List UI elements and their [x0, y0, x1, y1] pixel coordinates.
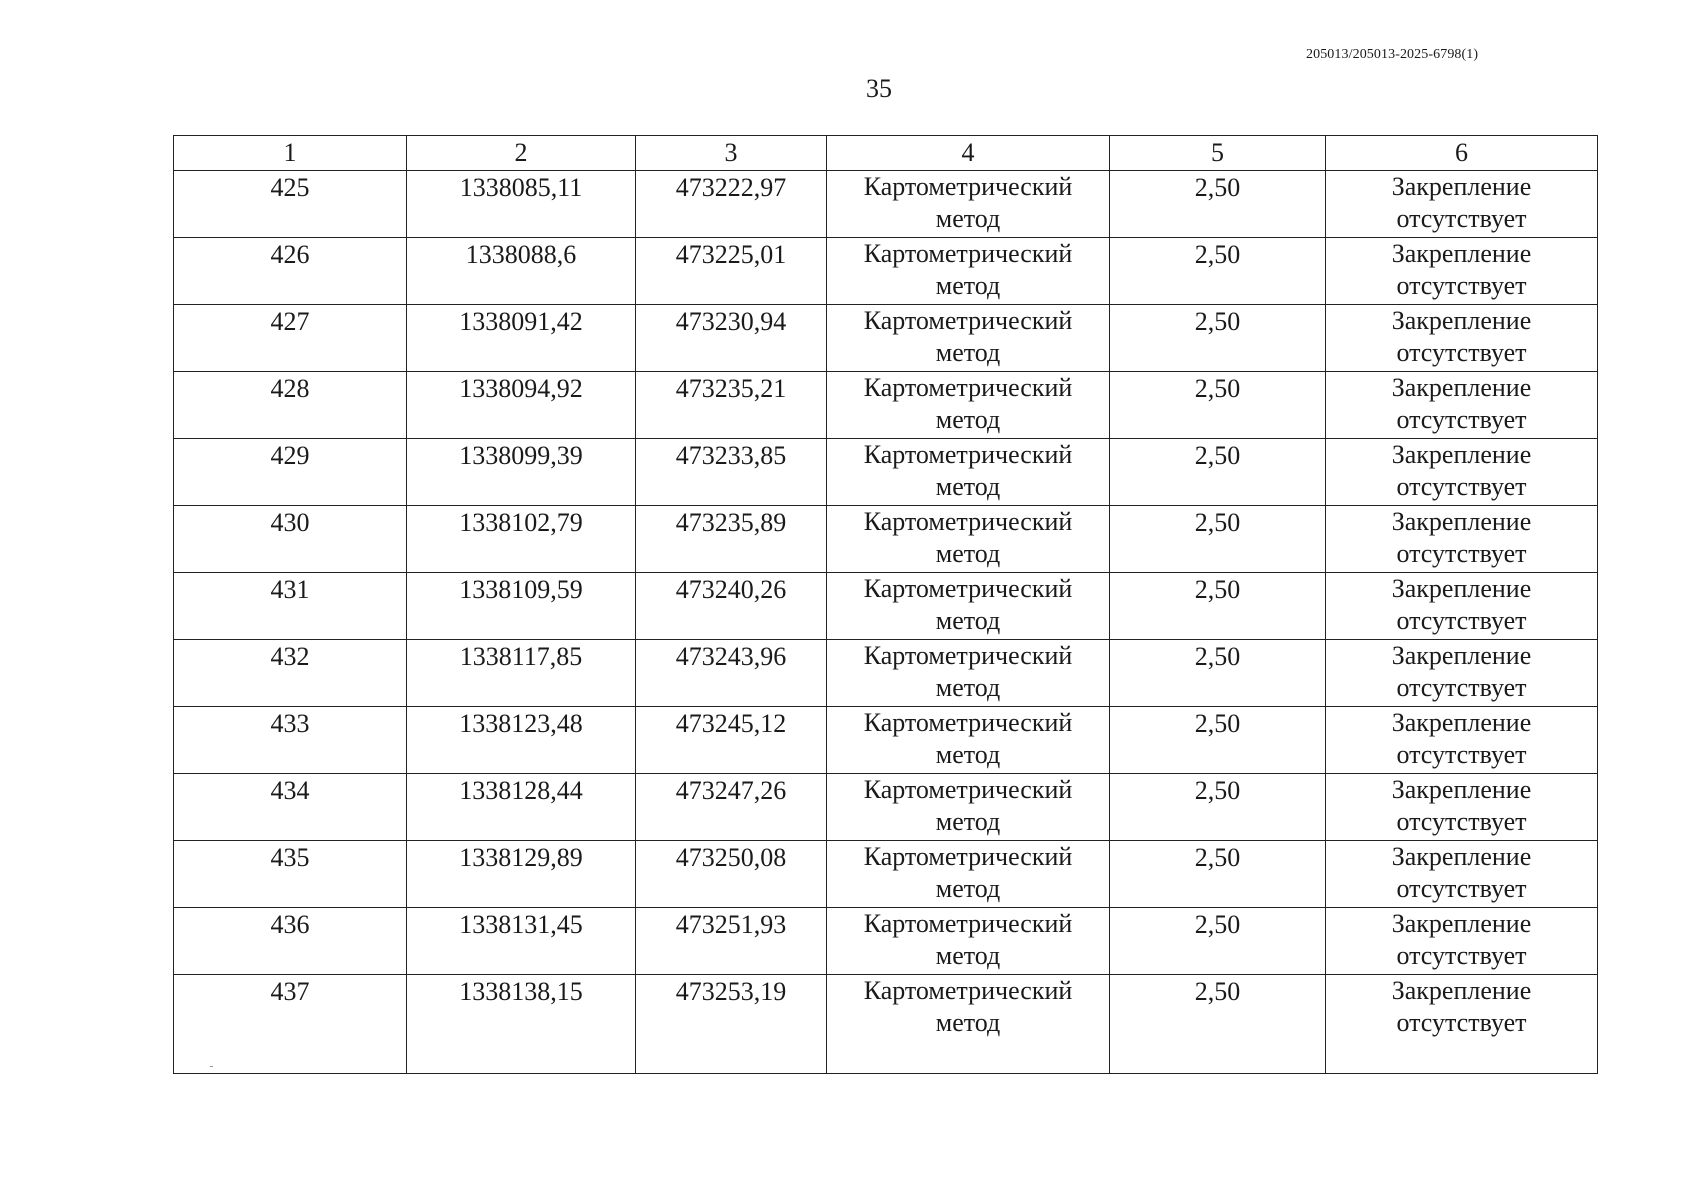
method-cell — [827, 171, 1110, 238]
method-cell-line: метод — [935, 204, 1001, 233]
method-cell-line: метод — [935, 740, 1001, 769]
fixing-cell — [1326, 975, 1598, 1074]
table-row — [174, 439, 1598, 506]
coordinates-table — [173, 135, 1598, 1074]
method-cell-line: метод — [935, 405, 1001, 434]
method-cell — [827, 573, 1110, 640]
accuracy-cell: 2,50 — [1110, 506, 1326, 573]
accuracy-cell: 2,50 — [1110, 908, 1326, 975]
accuracy-cell: 2,50 — [1110, 975, 1326, 1074]
method-cell-line: Картометрический — [863, 574, 1073, 603]
table-row — [174, 372, 1598, 439]
fixing-cell — [1326, 707, 1598, 774]
y-coordinate-cell: 473235,89 — [636, 506, 827, 573]
table-row — [174, 573, 1598, 640]
method-cell — [827, 841, 1110, 908]
fixing-cell-line: Закрепление — [1391, 172, 1532, 201]
method-cell — [827, 774, 1110, 841]
fixing-cell — [1326, 573, 1598, 640]
fixing-cell-line: Закрепление — [1391, 976, 1532, 1005]
x-coordinate-cell: 1338091,42 — [407, 305, 636, 372]
method-cell-line: Картометрический — [863, 440, 1073, 469]
fixing-cell-line: Закрепление — [1391, 373, 1532, 402]
y-coordinate-cell: 473240,26 — [636, 573, 827, 640]
x-coordinate-cell: 1338129,89 — [407, 841, 636, 908]
method-cell — [827, 305, 1110, 372]
fixing-cell-line: Закрепление — [1391, 306, 1532, 335]
fixing-cell-line: Закрепление — [1391, 574, 1532, 603]
fixing-cell-line: Закрепление — [1391, 909, 1532, 938]
method-cell-line: метод — [935, 539, 1001, 568]
fixing-cell-line: Закрепление — [1391, 775, 1532, 804]
fixing-cell — [1326, 171, 1598, 238]
accuracy-cell: 2,50 — [1110, 707, 1326, 774]
y-coordinate-cell: 473225,01 — [636, 238, 827, 305]
scan-speck — [210, 1066, 213, 1067]
fixing-cell — [1326, 439, 1598, 506]
y-coordinate-cell: 473243,96 — [636, 640, 827, 707]
method-cell-line: Картометрический — [863, 172, 1073, 201]
x-coordinate-cell: 1338128,44 — [407, 774, 636, 841]
fixing-cell-line: Закрепление — [1391, 842, 1532, 871]
table-row — [174, 238, 1598, 305]
fixing-cell — [1326, 238, 1598, 305]
method-cell-line: Картометрический — [863, 909, 1073, 938]
column-number-5: 5 — [1110, 136, 1326, 171]
table-row — [174, 640, 1598, 707]
y-coordinate-cell: 473250,08 — [636, 841, 827, 908]
method-cell — [827, 908, 1110, 975]
method-cell-line: Картометрический — [863, 775, 1073, 804]
method-cell-line: Картометрический — [863, 373, 1073, 402]
method-cell-line: метод — [935, 338, 1001, 367]
table-row — [174, 908, 1598, 975]
accuracy-cell: 2,50 — [1110, 238, 1326, 305]
fixing-cell-line: Закрепление — [1391, 641, 1532, 670]
fixing-cell-line: отсутствует — [1396, 1008, 1527, 1037]
column-number-4: 4 — [827, 136, 1110, 171]
fixing-cell-line: отсутствует — [1396, 472, 1527, 501]
method-cell-line: Картометрический — [863, 976, 1073, 1005]
method-cell-line: метод — [935, 1008, 1001, 1037]
x-coordinate-cell: 1338099,39 — [407, 439, 636, 506]
document-code: 205013/205013-2025-6798(1) — [1306, 47, 1479, 62]
y-coordinate-cell: 473222,97 — [636, 171, 827, 238]
fixing-cell-line: отсутствует — [1396, 606, 1527, 635]
accuracy-cell: 2,50 — [1110, 372, 1326, 439]
x-coordinate-cell: 1338117,85 — [407, 640, 636, 707]
accuracy-cell: 2,50 — [1110, 774, 1326, 841]
fixing-cell-line: отсутствует — [1396, 673, 1527, 702]
point-number-cell: 437 — [174, 975, 407, 1074]
point-number-cell: 425 — [174, 171, 407, 238]
point-number-cell: 434 — [174, 774, 407, 841]
y-coordinate-cell: 473247,26 — [636, 774, 827, 841]
fixing-cell — [1326, 908, 1598, 975]
accuracy-cell: 2,50 — [1110, 573, 1326, 640]
method-cell — [827, 640, 1110, 707]
y-coordinate-cell: 473253,19 — [636, 975, 827, 1074]
point-number-cell: 433 — [174, 707, 407, 774]
y-coordinate-cell: 473251,93 — [636, 908, 827, 975]
column-number-6: 6 — [1326, 136, 1598, 171]
method-cell-line: метод — [935, 874, 1001, 903]
x-coordinate-cell: 1338102,79 — [407, 506, 636, 573]
method-cell — [827, 707, 1110, 774]
fixing-cell-line: Закрепление — [1391, 440, 1532, 469]
fixing-cell-line: отсутствует — [1396, 271, 1527, 300]
table-row — [174, 707, 1598, 774]
method-cell-line: метод — [935, 807, 1001, 836]
method-cell-line: метод — [935, 271, 1001, 300]
point-number-cell: 427 — [174, 305, 407, 372]
accuracy-cell: 2,50 — [1110, 841, 1326, 908]
fixing-cell-line: Закрепление — [1391, 239, 1532, 268]
fixing-cell — [1326, 774, 1598, 841]
column-number-2: 2 — [407, 136, 636, 171]
table-row — [174, 305, 1598, 372]
point-number-cell: 435 — [174, 841, 407, 908]
fixing-cell — [1326, 841, 1598, 908]
fixing-cell-line: отсутствует — [1396, 740, 1527, 769]
method-cell — [827, 439, 1110, 506]
table-row — [174, 975, 1598, 1074]
table-row — [174, 774, 1598, 841]
point-number-cell: 432 — [174, 640, 407, 707]
fixing-cell-line: отсутствует — [1396, 204, 1527, 233]
y-coordinate-cell: 473245,12 — [636, 707, 827, 774]
x-coordinate-cell: 1338085,11 — [407, 171, 636, 238]
x-coordinate-cell: 1338109,59 — [407, 573, 636, 640]
method-cell-line: Картометрический — [863, 641, 1073, 670]
x-coordinate-cell: 1338094,92 — [407, 372, 636, 439]
column-number-row — [174, 136, 1598, 171]
x-coordinate-cell: 1338131,45 — [407, 908, 636, 975]
x-coordinate-cell: 1338088,6 — [407, 238, 636, 305]
fixing-cell-line: Закрепление — [1391, 708, 1532, 737]
method-cell — [827, 238, 1110, 305]
method-cell-line: Картометрический — [863, 708, 1073, 737]
point-number-cell: 431 — [174, 573, 407, 640]
fixing-cell — [1326, 305, 1598, 372]
method-cell-line: Картометрический — [863, 239, 1073, 268]
method-cell — [827, 372, 1110, 439]
point-number-cell: 426 — [174, 238, 407, 305]
fixing-cell-line: Закрепление — [1391, 507, 1532, 536]
column-number-1: 1 — [174, 136, 407, 171]
method-cell-line: Картометрический — [863, 306, 1073, 335]
fixing-cell-line: отсутствует — [1396, 405, 1527, 434]
point-number-cell: 430 — [174, 506, 407, 573]
method-cell-line: метод — [935, 941, 1001, 970]
y-coordinate-cell: 473235,21 — [636, 372, 827, 439]
fixing-cell — [1326, 506, 1598, 573]
accuracy-cell: 2,50 — [1110, 439, 1326, 506]
fixing-cell-line: отсутствует — [1396, 807, 1527, 836]
method-cell-line: метод — [935, 606, 1001, 635]
accuracy-cell: 2,50 — [1110, 171, 1326, 238]
method-cell — [827, 506, 1110, 573]
column-number-3: 3 — [636, 136, 827, 171]
fixing-cell-line: отсутствует — [1396, 874, 1527, 903]
table-row — [174, 506, 1598, 573]
page-number: 35 — [866, 74, 892, 103]
fixing-cell-line: отсутствует — [1396, 941, 1527, 970]
method-cell-line: метод — [935, 673, 1001, 702]
point-number-cell: 436 — [174, 908, 407, 975]
fixing-cell-line: отсутствует — [1396, 539, 1527, 568]
table-row — [174, 171, 1598, 238]
method-cell — [827, 975, 1110, 1074]
y-coordinate-cell: 473233,85 — [636, 439, 827, 506]
y-coordinate-cell: 473230,94 — [636, 305, 827, 372]
point-number-cell: 428 — [174, 372, 407, 439]
fixing-cell — [1326, 372, 1598, 439]
accuracy-cell: 2,50 — [1110, 305, 1326, 372]
fixing-cell-line: отсутствует — [1396, 338, 1527, 367]
method-cell-line: метод — [935, 472, 1001, 501]
x-coordinate-cell: 1338123,48 — [407, 707, 636, 774]
method-cell-line: Картометрический — [863, 507, 1073, 536]
point-number-cell: 429 — [174, 439, 407, 506]
fixing-cell — [1326, 640, 1598, 707]
method-cell-line: Картометрический — [863, 842, 1073, 871]
table-row — [174, 841, 1598, 908]
x-coordinate-cell: 1338138,15 — [407, 975, 636, 1074]
accuracy-cell: 2,50 — [1110, 640, 1326, 707]
